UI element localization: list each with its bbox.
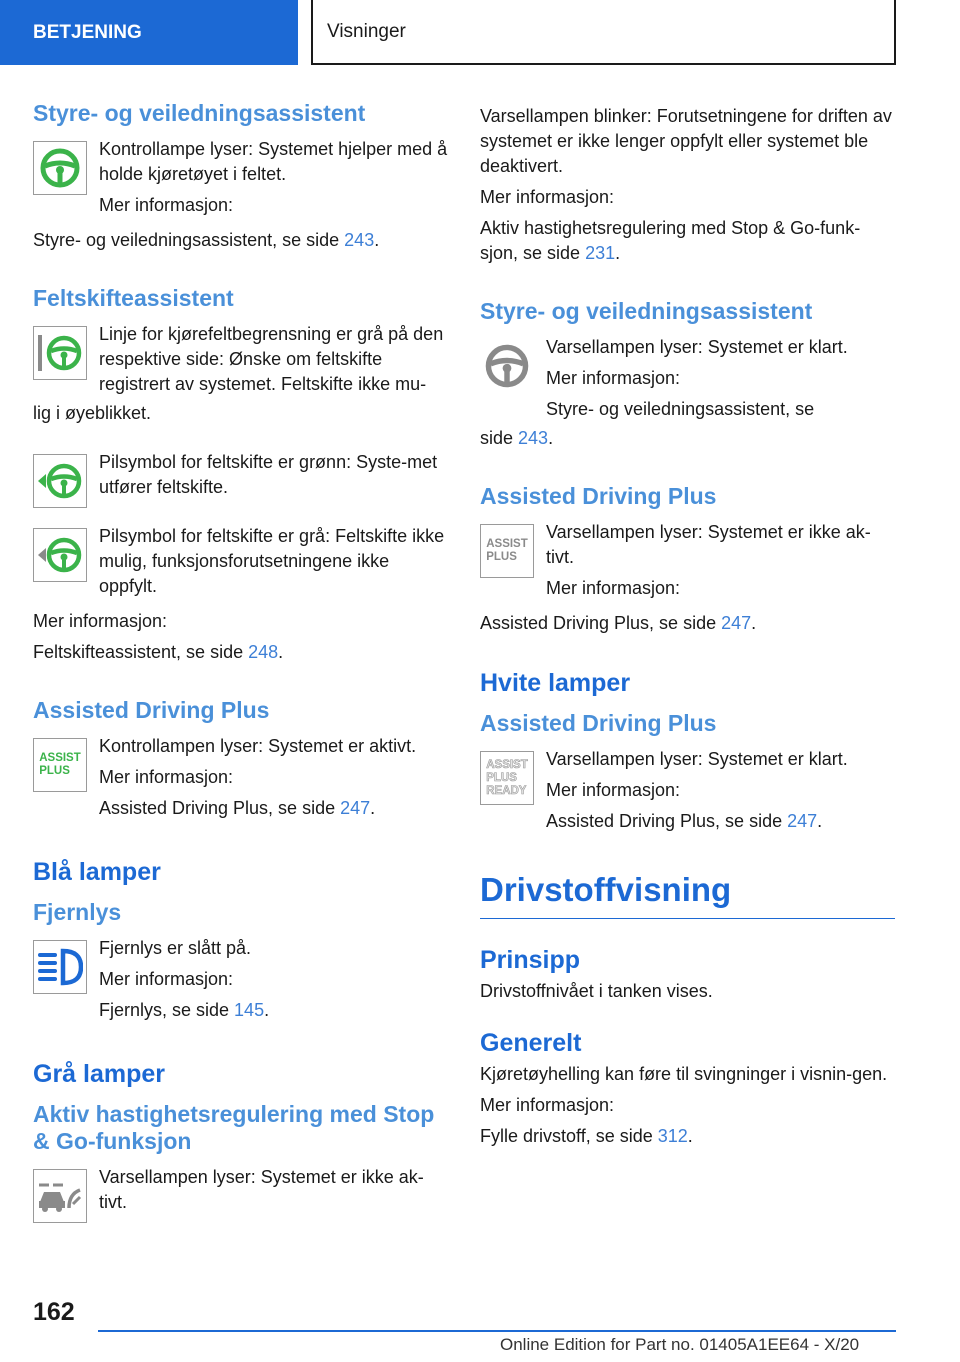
steering-wheel-green-icon [33,141,87,195]
heading-acc-stop-go: Aktiv hastighetsregulering med Stop & Go-funksjon [33,1101,435,1154]
assisted-driving-green-text: Kontrollampen lyser: Systemet er aktivt. [99,736,417,756]
acc-blink-text: Varsellampen blinker: Forutsetningene for driften av systemet er ikke lenger oppfylt eller systemet ble deaktivert. [480,106,892,176]
heading-assisted-driving-grey: Assisted Driving Plus [480,483,717,509]
reference-line: Styre- og veiledningsassistent, se side 243. [33,230,380,250]
header-title-box [311,0,896,65]
high-beam-text: Fjernlys er slått på. [99,938,252,958]
more-info-label: Mer informasjon: [546,368,681,388]
heading-lane-assist-grey: Styre- og veiledningsassistent [480,298,813,324]
lane-assist-green-text: Kontrollampe lyser: Systemet hjelper med å holde kjøretøyet i feltet. [99,139,448,184]
acc-car-gauge-icon [33,1169,87,1223]
footer-divider [98,1330,896,1332]
heading-principle: Prinsipp [480,946,581,974]
heading-blue-lamps: Blå lamper [33,858,161,886]
lane-change-grey-line-text-cont: lig i øyeblikket. [33,403,152,423]
page-link[interactable]: 247 [340,798,371,818]
footer-edition: Online Edition for Part no. 01405A1EE64 - X/20 [500,1335,860,1354]
principle-text: Drivstoffnivået i tanken vises. [480,981,713,1001]
heading-high-beam: Fjernlys [33,899,122,925]
reference-line: Assisted Driving Plus, se side 247. [99,798,376,818]
reference-line: Assisted Driving Plus, se side 247. [546,811,823,831]
right-column [480,104,895,1155]
lane-assist-grey-text: Varsellampen lyser: Systemet er klart. [546,337,848,357]
assist-plus-grey-icon: ASSIST PLUS [480,524,534,578]
lane-change-grey-line-row [33,322,448,397]
heading-grey-lamps: Grå lamper [33,1060,166,1088]
reference-line: Aktiv hastighetsregulering med Stop & Go-funk-sjon, se side 231. [480,218,861,263]
acc-grey-row [33,1165,448,1223]
page-link[interactable]: 312 [657,1126,688,1146]
more-info-label: Mer informasjon: [546,780,681,800]
page-link[interactable]: 243 [518,428,549,448]
heading-lane-assist: Styre- og veiledningsassistent [33,100,366,126]
page-link[interactable]: 145 [234,1000,265,1020]
reference-line: Feltskifteassistent, se side 248. [33,642,284,662]
page-link[interactable]: 247 [787,811,818,831]
heading-assisted-driving-ready: Assisted Driving Plus [480,710,717,736]
page-link[interactable]: 248 [248,642,279,662]
more-info-label: Mer informasjon: [99,969,234,989]
more-info-label: Mer informasjon: [99,767,234,787]
high-beam-row [33,936,448,1029]
reference-line: side 243. [480,428,554,448]
assisted-driving-ready-text: Varsellampen lyser: Systemet er klart. [546,749,848,769]
heading-lane-change: Feltskifteassistent [33,285,234,311]
reference-line-a: Styre- og veiledningsassistent, se [546,399,815,419]
more-info-label: Mer informasjon: [33,611,168,631]
heading-white-lamps: Hvite lamper [480,669,631,697]
lane-change-green-arrow-row [33,450,448,508]
reference-line: Assisted Driving Plus, se side 247. [480,613,757,633]
reference-line: Fylle drivstoff, se side 312. [480,1126,693,1146]
header-section-tab [0,0,298,65]
high-beam-icon [33,940,87,994]
acc-grey-text: Varsellampen lyser: Systemet er ikke ak-tivt. [99,1167,424,1212]
heading-assisted-driving-plus: Assisted Driving Plus [33,697,270,723]
lane-assist-grey-row [480,335,895,422]
general-text: Kjøretøyhelling kan føre til svingninger i visnin-gen. [480,1064,888,1084]
page-link[interactable]: 243 [344,230,375,250]
left-column [33,100,448,1227]
assisted-driving-grey-text: Varsellampen lyser: Systemet er ikke ak-tivt. [546,522,871,567]
lane-change-grey-line-text: Linje for kjørefeltbegrensning er grå på den respektive side: Ønske om feltskifte registrert av systemet. Feltskifte ikke mu- [99,324,444,394]
heading-general: Generelt [480,1029,582,1057]
lane-assist-green-row [33,137,448,224]
page-link[interactable]: 231 [585,243,616,263]
more-info-label: Mer informasjon: [546,578,681,598]
lane-change-grey-arrow-row [33,524,448,605]
page-link[interactable]: 247 [721,613,752,633]
assist-plus-ready-icon: ASSIST PLUS READY [480,751,534,805]
reference-line: Fjernlys, se side 145. [99,1000,270,1020]
steering-wheel-green-arrow-icon [33,454,87,508]
more-info-label: Mer informasjon: [480,187,615,207]
header-section-label: BETJENING [33,21,142,43]
assist-plus-green-icon: ASSIST PLUS [33,738,87,792]
page-number: 162 [33,1298,75,1326]
lane-change-green-arrow-text: Pilsymbol for feltskifte er grønn: Syste-met utfører feltskifte. [99,452,438,497]
more-info-label: Mer informasjon: [99,195,234,215]
steering-wheel-grey-arrow-icon [33,528,87,582]
assisted-driving-grey-row [480,520,895,607]
assisted-driving-green-row [33,734,448,827]
lane-change-grey-arrow-text: Pilsymbol for feltskifte er grå: Feltskifte ikke mulig, funksjonsforutsetningene ikke oppfylt. [99,526,445,596]
heading-fuel-display: Drivstoffvisning [480,870,895,919]
header-title: Visninger [327,20,406,42]
assisted-driving-ready-row [480,747,895,840]
steering-wheel-grey-icon [480,339,534,393]
steering-wheel-lane-line-icon [33,326,87,380]
more-info-label: Mer informasjon: [480,1095,615,1115]
